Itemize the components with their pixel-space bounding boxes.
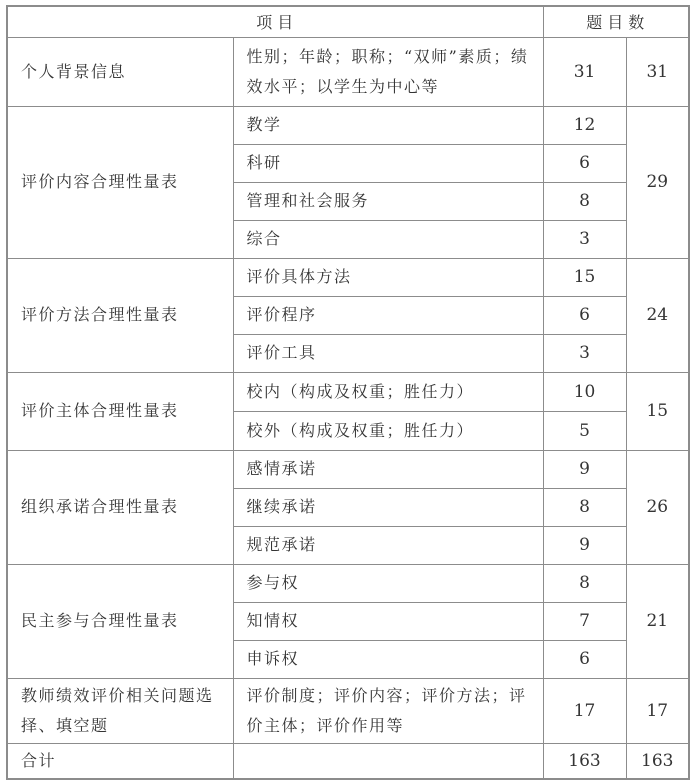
table-row (7, 678, 689, 743)
count-cell: 8 (543, 564, 626, 602)
header-items-label: 项目 (7, 6, 543, 37)
count-cell: 5 (543, 411, 626, 450)
footer-count-cell: 163 (543, 743, 626, 779)
category-cell: 评价方法合理性量表 (7, 258, 233, 372)
sub-item-cell: 继续承诺 (233, 488, 543, 526)
count-cell: 7 (543, 602, 626, 640)
group-total-cell: 24 (626, 258, 689, 372)
count-cell: 6 (543, 144, 626, 182)
table-row (7, 372, 689, 411)
sub-item-cell: 评价程序 (233, 296, 543, 334)
count-cell: 31 (543, 37, 626, 106)
category-cell: 教师绩效评价相关问题选择、填空题 (7, 678, 233, 743)
table-row (7, 450, 689, 488)
header-count-label: 题目数 (543, 6, 689, 37)
table-row (7, 564, 689, 602)
count-cell: 3 (543, 334, 626, 372)
footer-label-cell: 合计 (7, 743, 233, 779)
count-cell: 6 (543, 640, 626, 678)
group-total-cell: 15 (626, 372, 689, 450)
table-row (7, 106, 689, 144)
questionnaire-structure-table (6, 5, 690, 780)
table-header-row (7, 6, 689, 37)
count-cell: 6 (543, 296, 626, 334)
sub-item-cell: 校外（构成及权重；胜任力） (233, 411, 543, 450)
count-cell: 10 (543, 372, 626, 411)
sub-item-cell: 参与权 (233, 564, 543, 602)
sub-item-cell: 性别；年龄；职称；“双师”素质；绩效水平；以学生为中心等 (233, 37, 543, 106)
sub-item-cell: 管理和社会服务 (233, 182, 543, 220)
sub-item-cell: 规范承诺 (233, 526, 543, 564)
category-cell: 组织承诺合理性量表 (7, 450, 233, 564)
sub-item-cell: 科研 (233, 144, 543, 182)
count-cell: 3 (543, 220, 626, 258)
table-footer-row (7, 743, 689, 779)
count-cell: 15 (543, 258, 626, 296)
sub-item-cell: 感情承诺 (233, 450, 543, 488)
sub-item-cell: 评价制度；评价内容；评价方法；评价主体；评价作用等 (233, 678, 543, 743)
footer-empty-cell (233, 743, 543, 779)
category-cell: 评价内容合理性量表 (7, 106, 233, 258)
count-cell: 9 (543, 450, 626, 488)
count-cell: 8 (543, 488, 626, 526)
footer-total-cell: 163 (626, 743, 689, 779)
category-cell: 民主参与合理性量表 (7, 564, 233, 678)
count-cell: 8 (543, 182, 626, 220)
group-total-cell: 31 (626, 37, 689, 106)
group-total-cell: 26 (626, 450, 689, 564)
category-cell: 评价主体合理性量表 (7, 372, 233, 450)
category-cell: 个人背景信息 (7, 37, 233, 106)
sub-item-cell: 校内（构成及权重；胜任力） (233, 372, 543, 411)
sub-item-cell: 评价工具 (233, 334, 543, 372)
sub-item-cell: 知情权 (233, 602, 543, 640)
sub-item-cell: 综合 (233, 220, 543, 258)
group-total-cell: 21 (626, 564, 689, 678)
sub-item-cell: 评价具体方法 (233, 258, 543, 296)
sub-item-cell: 申诉权 (233, 640, 543, 678)
questionnaire-structure-table-container (6, 5, 688, 780)
count-cell: 9 (543, 526, 626, 564)
group-total-cell: 29 (626, 106, 689, 258)
count-cell: 17 (543, 678, 626, 743)
count-cell: 12 (543, 106, 626, 144)
table-row (7, 258, 689, 296)
table-row (7, 37, 689, 106)
sub-item-cell: 教学 (233, 106, 543, 144)
group-total-cell: 17 (626, 678, 689, 743)
